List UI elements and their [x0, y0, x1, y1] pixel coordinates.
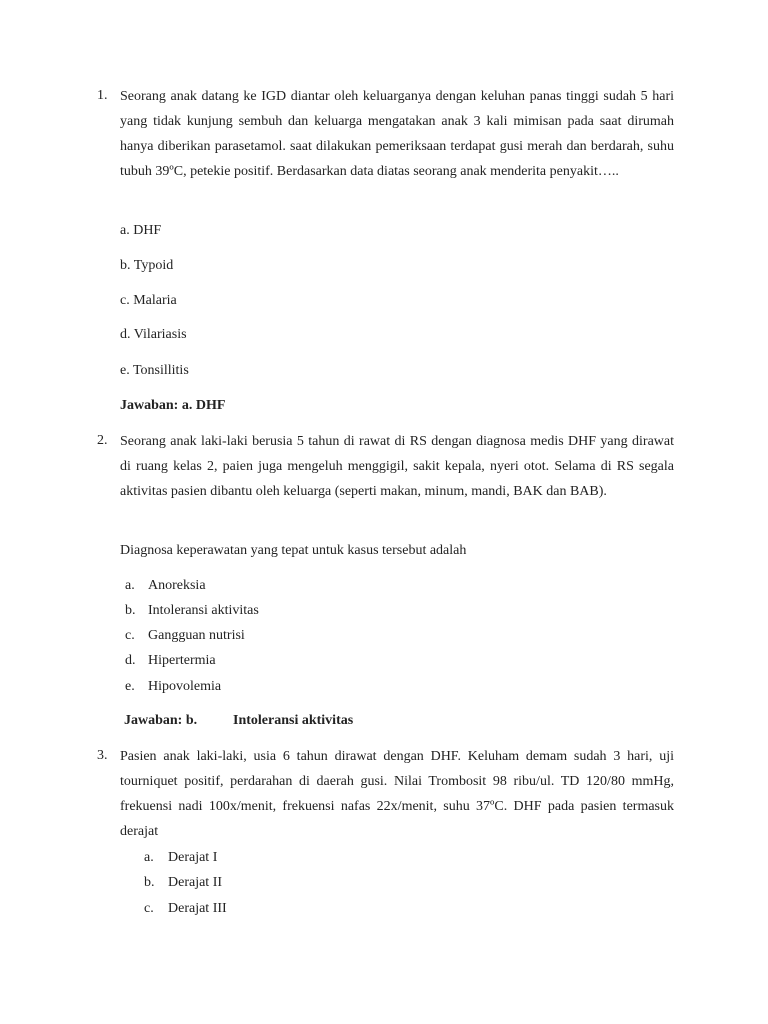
question-1-option-e: e. Tonsillitis [120, 363, 189, 378]
question-2-prompt: Diagnosa keperawatan yang tepat untuk kasus tersebut adalah [120, 543, 467, 558]
question-1-option-c: c. Malaria [120, 293, 177, 308]
question-2-option-d-text: Hipertermia [148, 653, 216, 668]
question-2-option-e-letter: e. [125, 679, 135, 694]
question-3-number: 3. [97, 748, 108, 763]
question-2-option-a-letter: a. [125, 578, 135, 593]
question-2-option-e-text: Hipovolemia [148, 679, 222, 694]
question-2-option-c-text: Gangguan nutrisi [148, 628, 245, 643]
question-2-option-b-text: Intoleransi aktivitas [148, 603, 259, 618]
question-2-number: 2. [97, 433, 108, 448]
question-1-option-d: d. Vilariasis [120, 327, 187, 342]
question-2-answer-text: Intoleransi aktivitas [233, 713, 354, 728]
question-3-option-a-text: Derajat I [168, 850, 218, 865]
question-3-option-a-letter: a. [144, 850, 154, 865]
question-2-answer-label: Jawaban: b. [124, 713, 198, 728]
question-3-text: Pasien anak laki-laki, usia 6 tahun dirawat dengan DHF. Keluham demam sudah 3 hari, uji tourniquet positif, perdarahan di daerah gusi. Nilai Trombosit 98 ribu/ul. TD 120/80 mmHg, frekuensi nadi 100x/menit, frekuensi nafas 22x/menit, suhu 37ºC. DHF pada pasien termasuk derajat [120, 749, 674, 839]
question-3-option-c-letter: c. [144, 901, 154, 916]
question-1-answer: Jawaban: a. DHF [120, 398, 226, 413]
question-2-option-c-letter: c. [125, 628, 135, 643]
question-3-option-b-text: Derajat II [168, 875, 223, 890]
question-1-option-b: b. Typoid [120, 258, 174, 273]
question-1-number: 1. [97, 88, 108, 103]
question-2-text: Seorang anak laki-laki berusia 5 tahun di rawat di RS dengan diagnosa medis DHF yang dirawat di ruang kelas 2, paien juga mengeluh menggigil, sakit kepala, nyeri otot. Selama di RS segala aktivitas pasien dibantu oleh keluarga (seperti makan, minum, mandi, BAK dan BAB). [120, 434, 674, 499]
question-3-option-c-text: Derajat III [168, 901, 227, 916]
question-1-option-a: a. DHF [120, 223, 162, 238]
question-2-option-d-letter: d. [125, 653, 136, 668]
question-3-option-b-letter: b. [144, 875, 155, 890]
question-1-text: Seorang anak datang ke IGD diantar oleh keluarganya dengan keluhan panas tinggi sudah 5 hari yang tidak kunjung sembuh dan keluarga mengatakan anak 3 kali mimisan pada saat dirumah hanya diberikan parasetamol. saat dilakukan pemeriksaan terdapat gusi merah dan berdarah, suhu tubuh 39ºC, petekie positif. Berdasarkan data diatas seorang anak menderita penyakit….. [120, 89, 674, 179]
question-2-option-b-letter: b. [125, 603, 136, 618]
question-2-option-a-text: Anoreksia [148, 578, 206, 593]
